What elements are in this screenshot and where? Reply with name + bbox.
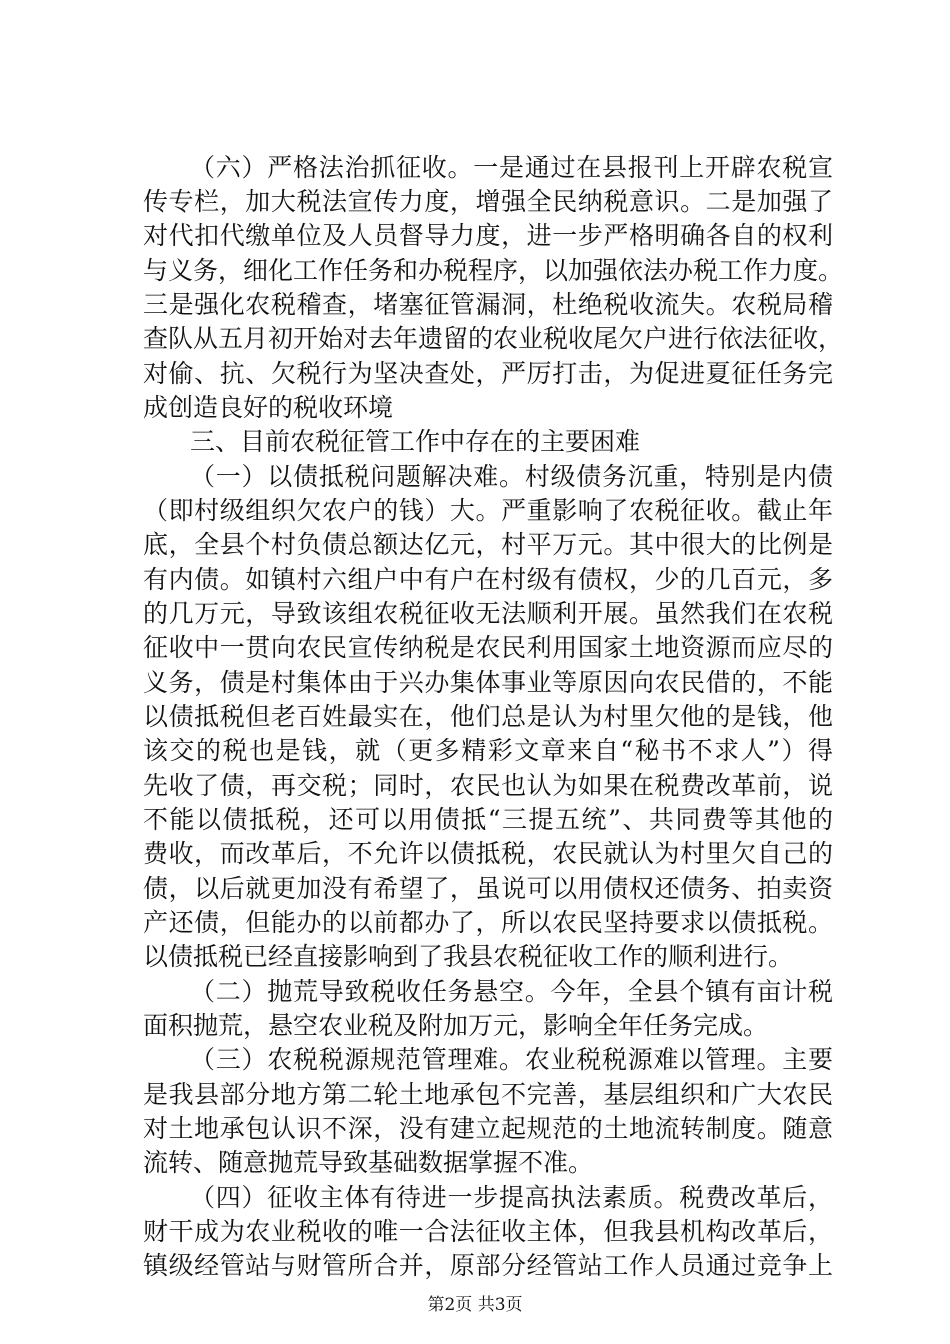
paragraph-line: 流转、随意抛荒导致基础数据掌握不准。 — [143, 1148, 594, 1177]
paragraph-line: 有内债。如镇村六组户中有户在村级有债权，少的几百元，多 — [143, 565, 833, 594]
paragraph-line: 对偷、抗、欠税行为坚决查处，严厉打击，为促进夏征任务完 — [143, 359, 833, 388]
paragraph-line: （即村级组织欠农户的钱）大。严重影响了农税征收。截止年 — [143, 496, 833, 525]
paragraph-line: 面积抛荒，悬空农业税及附加万元，影响全年任务完成。 — [143, 1011, 769, 1040]
paragraph-line: 债，以后就更加没有希望了，虽说可以用债权还债务、拍卖资 — [143, 874, 833, 903]
paragraph-line: 不能以债抵税，还可以用债抵“三提五统”、共同费等其他的 — [143, 805, 833, 834]
paragraph-line: 三是强化农税稽查，堵塞征管漏洞，杜绝税收流失。农税局稽 — [143, 290, 833, 319]
paragraph-line: 先收了债，再交税；同时，农民也认为如果在税费改革前，说 — [143, 771, 833, 800]
paragraph-line: （三）农税税源规范管理难。农业税税源难以管理。主要 — [190, 1045, 833, 1074]
paragraph-line: 以债抵税已经直接影响到了我县农税征收工作的顺利进行。 — [143, 942, 794, 971]
paragraph-line: 对土地承包认识不深，没有建立起规范的土地流转制度。随意 — [143, 1114, 833, 1143]
paragraph-line: 对代扣代缴单位及人员督导力度，进一步严格明确各自的权利 — [143, 221, 833, 250]
paragraph-line: 的几万元，导致该组农税征收无法顺利开展。虽然我们在农税 — [143, 599, 833, 628]
paragraph-line: 查队从五月初开始对去年遗留的农业税收尾欠户进行依法征收， — [143, 324, 844, 353]
paragraph-line: 财干成为农业税收的唯一合法征收主体，但我县机构改革后， — [143, 1217, 833, 1246]
page-number-footer: 第2页 共3页 — [427, 1295, 523, 1315]
paragraph-line: （六）严格法治抓征收。一是通过在县报刊上开辟农税宣 — [190, 153, 833, 182]
paragraph-line: 以债抵税但老百姓最实在，他们总是认为村里欠他的是钱，他 — [143, 702, 833, 731]
paragraph-line: 与义务，细化工作任务和办税程序，以加强依法办税工作力度。 — [143, 256, 844, 285]
paragraph-line: （二）抛荒导致税收任务悬空。今年，全县个镇有亩计税 — [190, 977, 833, 1006]
paragraph-line: （一）以债抵税问题解决难。村级债务沉重，特别是内债 — [190, 462, 833, 491]
paragraph-line: 是我县部分地方第二轮土地承包不完善，基层组织和广大农民 — [143, 1080, 833, 1109]
paragraph-line: 义务，债是村集体由于兴办集体事业等原因向农民借的，不能 — [143, 668, 833, 697]
section-heading: 三、目前农税征管工作中存在的主要困难 — [190, 427, 641, 456]
paragraph-line: 费收，而改革后，不允许以债抵税，农民就认为村里欠自己的 — [143, 839, 833, 868]
paragraph-line: 产还债，但能办的以前都办了，所以农民坚持要求以债抵税。 — [143, 908, 833, 937]
paragraph-line: 该交的税也是钱，就（更多精彩文章来自“秘书不求人”）得 — [143, 736, 833, 765]
paragraph-line: 传专栏，加大税法宣传力度，增强全民纳税意识。二是加强了 — [143, 187, 833, 216]
paragraph-line: （四）征收主体有待进一步提高执法素质。税费改革后， — [190, 1183, 833, 1212]
paragraph-line: 底，全县个村负债总额达亿元，村平万元。其中很大的比例是 — [143, 530, 833, 559]
paragraph-line: 镇级经管站与财管所合并，原部分经管站工作人员通过竞争上 — [143, 1251, 833, 1280]
paragraph-line: 成创造良好的税收环境 — [143, 393, 394, 422]
paragraph-line: 征收中一贯向农民宣传纳税是农民利用国家土地资源而应尽的 — [143, 633, 833, 662]
